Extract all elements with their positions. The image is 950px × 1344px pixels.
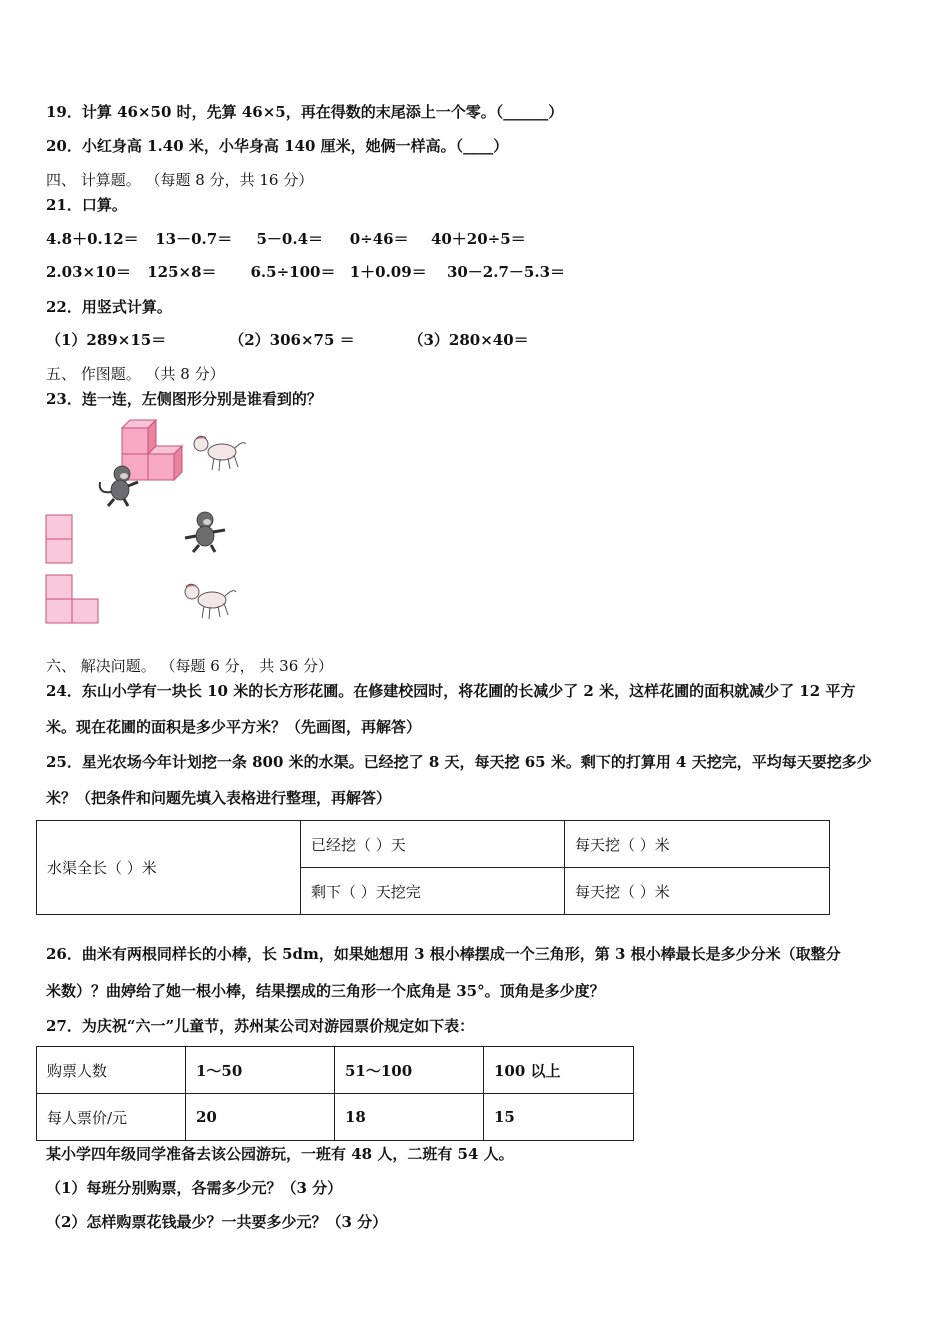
question-25-line-2: 米？（把条件和问题先填入表格进行整理，再解答）	[46, 789, 392, 807]
question-25-line-1: 25．星光农场今年计划挖一条 800 米的水渠。已经挖了 8 天，每天挖 65 米。剩下的打算用 4 天挖完，平均每天要挖多少	[46, 753, 872, 771]
table-cell: 购票人数	[37, 1047, 186, 1094]
question-23: 23．连一连，左侧图形分别是谁看到的？	[46, 390, 322, 408]
mental-item: 0÷46＝	[349, 230, 409, 248]
ticket-price-table	[36, 1046, 634, 1141]
mental-item: 40＋20÷5＝	[430, 230, 526, 248]
mental-item: 125×8＝	[147, 263, 217, 281]
question-26-line-2: 米数）？曲婷给了她一根小棒，结果摆成的三角形一个底角是 35°。顶角是多少度？	[46, 982, 605, 1000]
mental-item: 1＋0.09＝	[349, 263, 427, 281]
mental-item: 13－0.7＝	[155, 230, 233, 248]
section-6-heading: 六、 解决问题。 （每题 6 分， 共 36 分）	[46, 657, 334, 675]
view-l-shape-squares	[45, 574, 101, 626]
question-24-line-1: 24．东山小学有一块长 10 米的长方形花圃。在修建校园时，将花圃的长减少了 2 米，这样花圃的面积就减少了 12 平方	[46, 682, 856, 700]
question-27: 27．为庆祝“六一”儿童节，苏州某公司对游园票价规定如下表：	[46, 1017, 475, 1035]
table-cell: 水渠全长（ ）米	[37, 821, 301, 915]
monkey-icon	[181, 510, 229, 554]
question-24-line-2: 米。现在花圃的面积是多少平方米？（先画图，再解答）	[46, 718, 422, 736]
canal-info-table	[36, 820, 830, 915]
mental-item: 6.5÷100＝	[250, 263, 336, 281]
vertical-calc-item: （1）289×15＝	[46, 331, 167, 349]
table-cell: 每天挖（ ）米	[565, 821, 830, 868]
mental-item: 4.8＋0.12＝	[46, 230, 139, 248]
question-27-info: 某小学四年级同学准备去该公园游玩，一班有 48 人，二班有 54 人。	[46, 1145, 514, 1163]
view-two-stacked-squares	[45, 514, 75, 566]
section-4-heading: 四、 计算题。 （每题 8 分，共 16 分）	[46, 171, 314, 189]
question-26-line-1: 26．曲米有两根同样长的小棒，长 5dm，如果她想用 3 根小棒摆成一个三角形，第 3 根小棒最长是多少分米（取整分	[46, 945, 841, 963]
dog-icon	[188, 432, 250, 474]
question-27-sub-2: （2）怎样购票花钱最少？一共要多少元？（3 分）	[46, 1213, 388, 1231]
section-5-heading: 五、 作图题。 （共 8 分）	[46, 365, 225, 383]
mental-math-row-2	[46, 262, 565, 282]
vertical-calc-item: （2）306×75 ＝	[229, 331, 355, 349]
monkey-icon	[94, 464, 142, 508]
vertical-calc-row	[46, 330, 529, 350]
table-cell: 每天挖（ ）米	[565, 868, 830, 915]
table-cell: 剩下（ ）天挖完	[301, 868, 565, 915]
mental-item: 30－2.7－5.3＝	[446, 263, 566, 281]
table-cell: 已经挖（ ）天	[301, 821, 565, 868]
question-22: 22．用竖式计算。	[46, 298, 172, 316]
mental-item: 2.03×10＝	[46, 263, 131, 281]
table-cell: 15	[484, 1094, 634, 1141]
table-cell: 18	[335, 1094, 484, 1141]
vertical-calc-item: （3）280×40＝	[408, 331, 529, 349]
dog-icon	[180, 580, 242, 622]
question-27-sub-1: （1）每班分别购票，各需多少元？（3 分）	[46, 1179, 343, 1197]
table-cell: 51～100	[335, 1047, 484, 1094]
question-19: 19．计算 46×50 时，先算 46×5，再在得数的末尾添上一个零。（______）	[46, 103, 564, 121]
table-cell: 1～50	[186, 1047, 335, 1094]
question-21: 21．口算。	[46, 196, 127, 214]
table-cell: 100 以上	[484, 1047, 634, 1094]
question-20: 20．小红身高 1.40 米，小华身高 140 厘米，她俩一样高。（____）	[46, 137, 509, 155]
table-cell: 每人票价/元	[37, 1094, 186, 1141]
mental-math-row-1	[46, 229, 526, 249]
table-cell: 20	[186, 1094, 335, 1141]
mental-item: 5－0.4＝	[256, 230, 324, 248]
